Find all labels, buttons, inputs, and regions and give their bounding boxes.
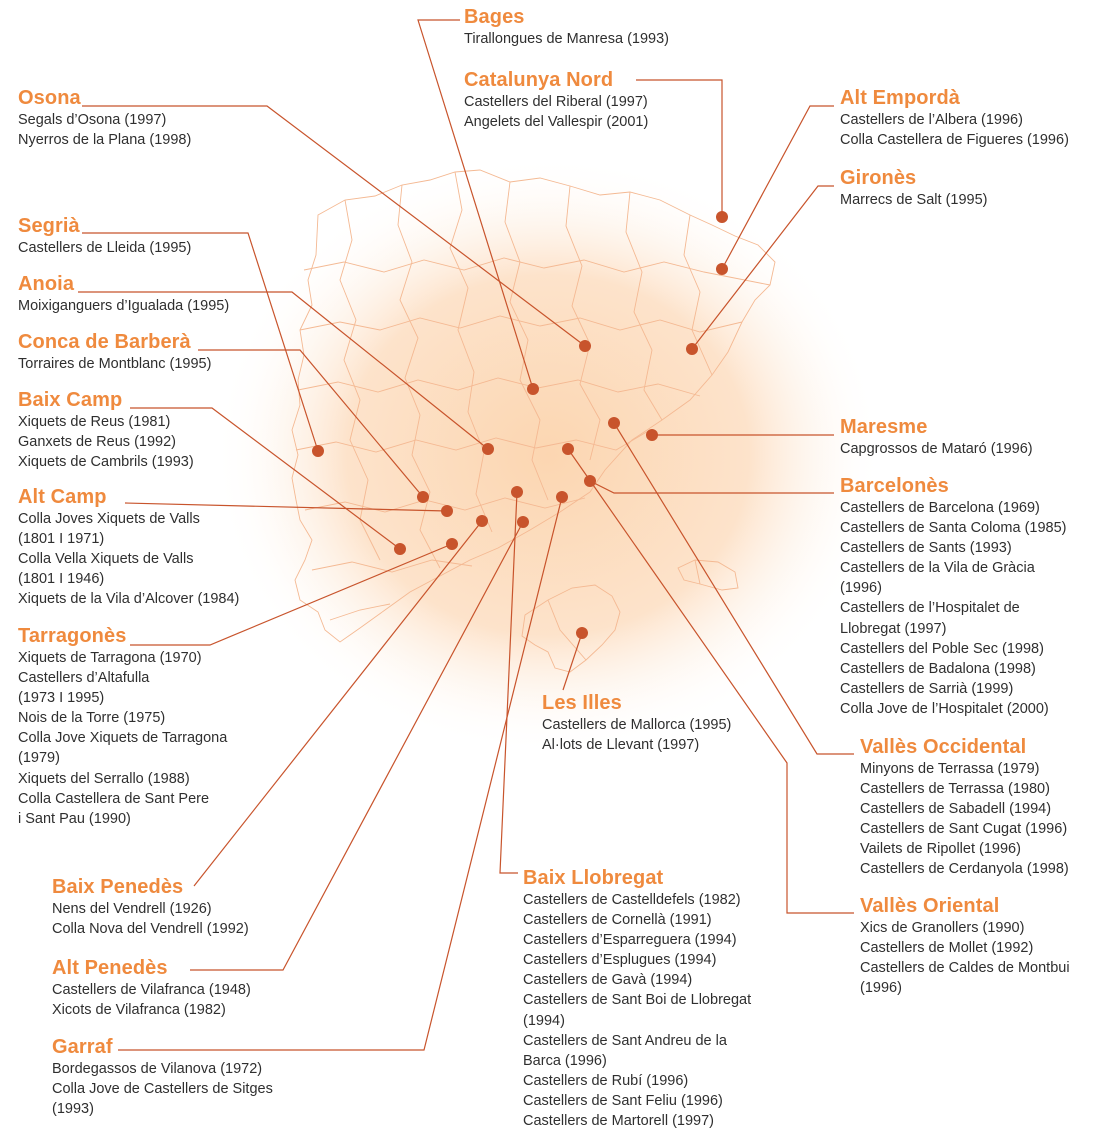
team-name: Colla Castellera de Sant Pere (18, 790, 210, 807)
team-name: Minyons de Terrassa (1979) (860, 761, 1040, 777)
team-list (542, 715, 731, 755)
region-label-girones (840, 167, 987, 210)
team-name: (1801 I 1971) (18, 531, 105, 548)
team-name: Castellers de la Vila de Gràcia (840, 560, 1035, 577)
team-name: Colla Vella Xiquets de Valls (18, 551, 194, 568)
team-list (523, 890, 751, 1131)
team-list (860, 759, 1069, 880)
team-name: i Sant Pau (1990) (18, 810, 131, 827)
team-name: Castellers de Lleida (1995) (18, 240, 192, 256)
team-name: Castellers de Sant Boi de Llobregat (523, 992, 752, 1009)
team-name: Colla Jove de Castellers de Sitges (52, 1081, 273, 1098)
region-label-baix-camp (18, 389, 194, 472)
team-name: Torraires de Montblanc (1995) (18, 356, 212, 372)
region-label-alt-emporda (840, 87, 1069, 150)
team-name: (1973 I 1995) (18, 690, 105, 707)
dot-valles-occidental (608, 417, 620, 429)
region-name: Segrià (18, 215, 80, 237)
team-name: Castellers de Sants (1993) (840, 540, 1012, 557)
team-name: Castellers de Sarrià (1999) (840, 680, 1014, 697)
team-list (52, 1059, 273, 1119)
team-name: Castellers de Santa Coloma (1985) (840, 520, 1067, 537)
team-name: (1996) (860, 980, 902, 997)
region-label-les-illes (542, 692, 731, 755)
team-name: Colla Joves Xiquets de Valls (18, 511, 200, 527)
team-name: Xiquets de Reus (1981) (18, 414, 171, 430)
region-name: Alt Empordà (840, 87, 960, 109)
team-name: Nyerros de la Plana (1998) (18, 132, 192, 149)
team-name: Castellers de Caldes de Montbui (860, 960, 1070, 977)
region-name: Catalunya Nord (464, 69, 614, 91)
team-name: Castellers de Terrassa (1980) (860, 781, 1050, 798)
region-label-barcelones (840, 475, 1066, 719)
region-name: Garraf (52, 1036, 113, 1058)
team-name: Tirallongues de Manresa (1993) (464, 31, 669, 47)
team-name: Castellers d’Esparreguera (1994) (523, 932, 737, 949)
team-list (840, 498, 1066, 719)
team-name: (1801 I 1946) (18, 571, 105, 588)
team-name: Castellers de Vilafranca (1948) (52, 982, 251, 998)
region-name: Baix Llobregat (523, 867, 664, 889)
team-name: (1979) (18, 750, 60, 767)
team-name: Castellers d’Esplugues (1994) (523, 952, 717, 969)
team-list (840, 190, 987, 210)
team-name: Castellers de Badalona (1998) (840, 660, 1036, 677)
team-name: Vailets de Ripollet (1996) (860, 841, 1021, 858)
team-name: Bordegassos de Vilanova (1972) (52, 1061, 263, 1077)
team-name: Xiquets del Serrallo (1988) (18, 770, 190, 787)
team-name: Castellers del Poble Sec (1998) (840, 640, 1044, 657)
team-list (464, 92, 648, 132)
team-name: Xiquets de Cambrils (1993) (18, 454, 194, 471)
team-name: Colla Nova del Vendrell (1992) (52, 921, 249, 938)
dot-garraf (556, 491, 568, 503)
team-name: (1994) (523, 1012, 565, 1029)
team-name: Castellers de Mallorca (1995) (542, 717, 732, 733)
team-list (18, 648, 227, 829)
team-name: Capgrossos de Mataró (1996) (840, 441, 1033, 457)
region-name: Osona (18, 87, 81, 109)
region-label-segria (18, 215, 191, 258)
team-name: Castellers d’Altafulla (18, 670, 150, 687)
region-name: Maresme (840, 416, 928, 438)
team-list (18, 296, 229, 316)
team-name: Castellers de Cornellà (1991) (523, 912, 712, 929)
region-label-valles-occidental (860, 736, 1069, 880)
region-label-alt-penedes (52, 957, 251, 1020)
team-name: (1993) (52, 1101, 94, 1118)
team-name: Nois de la Torre (1975) (18, 710, 166, 727)
region-name: Conca de Barberà (18, 331, 191, 353)
team-name: Castellers de Gavà (1994) (523, 972, 693, 989)
dot-segria (312, 445, 324, 457)
region-name: Bages (464, 6, 525, 28)
team-name: Castellers de Sant Cugat (1996) (860, 821, 1068, 838)
region-name: Les Illes (542, 692, 622, 714)
dot-les-illes (576, 627, 588, 639)
team-name: Xicots de Vilafranca (1982) (52, 1002, 226, 1019)
dot-catalunya-nord (716, 211, 728, 223)
team-name: Castellers de Cerdanyola (1998) (860, 861, 1069, 878)
team-name: Colla Jove de l’Hospitalet (2000) (840, 700, 1049, 717)
region-name: Tarragonès (18, 625, 127, 647)
region-name: Anoia (18, 273, 75, 295)
region-label-bages (464, 6, 669, 49)
region-label-valles-oriental (860, 895, 1070, 998)
region-label-osona (18, 87, 191, 150)
dot-conca-de-barbera (417, 491, 429, 503)
dot-maresme (646, 429, 658, 441)
team-name: Castellers de Barcelona (1969) (840, 500, 1040, 516)
team-name: Castellers de l’Hospitalet de (840, 600, 1020, 617)
region-name: Gironès (840, 167, 917, 189)
team-name: Nens del Vendrell (1926) (52, 901, 212, 917)
dot-bages (527, 383, 539, 395)
region-label-garraf (52, 1036, 273, 1119)
dot-girones (686, 343, 698, 355)
dot-alt-penedes (517, 516, 529, 528)
team-name: Xiquets de Tarragona (1970) (18, 650, 202, 666)
dot-osona (579, 340, 591, 352)
region-label-baix-penedes (52, 876, 249, 939)
team-name: (1996) (840, 580, 882, 597)
team-list (840, 110, 1069, 150)
region-label-baix-llobregat (523, 867, 751, 1131)
team-list (18, 509, 239, 609)
dot-baix-camp (394, 543, 406, 555)
region-name: Vallès Occidental (860, 736, 1027, 758)
region-name: Vallès Oriental (860, 895, 1000, 917)
region-name: Baix Penedès (52, 876, 184, 898)
team-name: Castellers de Mollet (1992) (860, 940, 1034, 957)
team-name: Castellers de l’Albera (1996) (840, 112, 1023, 128)
team-name: Castellers del Riberal (1997) (464, 94, 648, 110)
team-list (52, 980, 251, 1020)
dot-alt-emporda (716, 263, 728, 275)
team-list (18, 354, 211, 374)
team-name: Angelets del Vallespir (2001) (464, 114, 649, 131)
team-name: Castellers de Sant Feliu (1996) (523, 1092, 723, 1109)
region-label-catalunya-nord (464, 69, 648, 132)
team-name: Castellers de Castelldefels (1982) (523, 892, 741, 908)
region-label-tarragones (18, 625, 227, 829)
region-label-anoia (18, 273, 229, 316)
team-list (52, 899, 249, 939)
team-name: Castellers de Sabadell (1994) (860, 801, 1052, 818)
dot-baix-llobregat (511, 486, 523, 498)
team-list (18, 238, 191, 258)
region-name: Alt Penedès (52, 957, 168, 979)
team-name: Llobregat (1997) (840, 620, 947, 637)
dot-valles-oriental (562, 443, 574, 455)
team-name: Castellers de Rubí (1996) (523, 1072, 689, 1089)
region-name: Alt Camp (18, 486, 107, 508)
team-list (18, 110, 191, 150)
dot-baix-penedes (476, 515, 488, 527)
team-name: Castellers de Martorell (1997) (523, 1113, 714, 1130)
team-name: Colla Jove Xiquets de Tarragona (18, 730, 228, 747)
team-name: Colla Castellera de Figueres (1996) (840, 132, 1069, 149)
team-name: Ganxets de Reus (1992) (18, 434, 176, 451)
region-label-conca-de-barbera (18, 331, 211, 374)
team-list (18, 412, 194, 472)
region-label-alt-camp (18, 486, 239, 609)
team-name: Moixiganguers d’Igualada (1995) (18, 298, 230, 314)
region-name: Barcelonès (840, 475, 949, 497)
team-name: Marrecs de Salt (1995) (840, 192, 988, 208)
team-list (860, 918, 1070, 998)
team-name: Barca (1996) (523, 1052, 607, 1069)
region-label-maresme (840, 416, 1033, 459)
team-name: Castellers de Sant Andreu de la (523, 1032, 727, 1049)
dot-tarragones (446, 538, 458, 550)
team-list (840, 439, 1033, 459)
team-name: Xiquets de la Vila d’Alcover (1984) (18, 591, 240, 608)
team-name: Al·lots de Llevant (1997) (542, 737, 700, 754)
team-list (464, 29, 669, 49)
dot-barcelones (584, 475, 596, 487)
team-name: Xics de Granollers (1990) (860, 920, 1025, 936)
dot-anoia (482, 443, 494, 455)
team-name: Segals d’Osona (1997) (18, 112, 167, 128)
region-name: Baix Camp (18, 389, 123, 411)
dot-alt-camp (441, 505, 453, 517)
map-halo (213, 155, 883, 755)
